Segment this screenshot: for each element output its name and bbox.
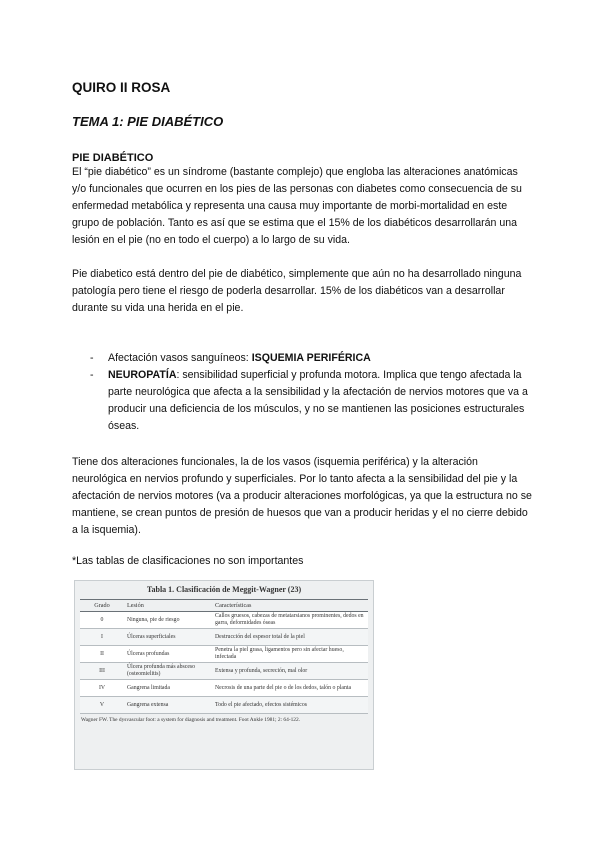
cell-features: Extensa y profunda, secreción, mal olor [212, 663, 368, 680]
cell-grade: 0 [80, 612, 124, 629]
cell-lesion: Úlceras superficiales [124, 629, 212, 646]
bullet-dash: - [90, 369, 94, 381]
cell-features: Penetra la piel grasa, ligamentos pero sin afectar hueso, infectada [212, 646, 368, 663]
classification-table [80, 599, 368, 714]
bullet-list [72, 350, 534, 435]
cell-grade: V [80, 697, 124, 714]
table-source: Wagner FW. The dysvascular foot: a system for diagnosis and treatment. Foot Ankle 1981; 2: 64-122. [81, 717, 301, 723]
topic-title: TEMA 1: PIE DIABÉTICO [72, 114, 224, 129]
cell-features: Callos gruesos, cabezas de metatarsianos prominentes, dedos en garra, deformidades óseas [212, 612, 368, 629]
table-row [80, 697, 368, 714]
cell-grade: IV [80, 680, 124, 697]
definition-paragraph: Pie diabetico está dentro del pie de diabético, simplemente que aún no ha desarrollado ninguna patología pero tiene el riesgo de poderla desarrollar. 15% de los diabéticos van a desarrollar durante su vida una herida en el pie. [72, 268, 522, 314]
bullet-item [72, 350, 534, 367]
cell-lesion: Gangrena extensa [124, 697, 212, 714]
wagner-classification-table [74, 580, 374, 770]
bullet-bold-text: NEUROPATÍA [108, 369, 177, 381]
functional-paragraph: Tiene dos alteraciones funcionales, la de los vasos (isquemia periférica) y la alteración neurológica en nervios profundo y superficiales. Por lo tanto afecta a la sensibilidad del pie y la afectación de nervios motores (va a producir alteraciones morfológicas, ya que la estructura no se mantiene, se crean puntos de presión de huesos que van a producir heridas y el no cierre debido a la isquemia). [72, 456, 532, 536]
section-heading: PIE DIABÉTICO [72, 152, 154, 164]
table-row [80, 646, 368, 663]
bullet-item [72, 367, 534, 435]
bullet-bold-text: ISQUEMIA PERIFÉRICA [251, 352, 371, 364]
table-row [80, 629, 368, 646]
cell-lesion: Gangrena limitada [124, 680, 212, 697]
table-row [80, 663, 368, 680]
header-grade: Grado [80, 600, 124, 612]
intro-paragraph: El “pie diabético” es un síndrome (bastante complejo) que engloba las alteraciones anatómicas y/o funcionales que ocurren en los pies de las personas con diabetes como consecuencia de su enfermedad metabólica y representa una causa muy importante de morbi-mortalidad en este grupo de población. Tanto es así que se estima que el 15% de los diabéticos desarrollarán una lesión en el pie (no en todo el cuerpo) a lo largo de su vida. [72, 166, 522, 246]
bullet-text: Afectación vasos sanguíneos: [108, 352, 252, 364]
cell-lesion: Úlcera profunda más absceso (osteomielitis) [124, 663, 212, 680]
table-row [80, 680, 368, 697]
cell-features: Destrucción del espesor total de la piel [212, 629, 368, 646]
cell-grade: II [80, 646, 124, 663]
cell-lesion: Ninguna, pie de riesgo [124, 612, 212, 629]
cell-features: Necrosis de una parte del pie o de los dedos, talón o planta [212, 680, 368, 697]
table-header-row [80, 600, 368, 612]
header-features: Características [212, 600, 368, 612]
cell-lesion: Úlceras profundas [124, 646, 212, 663]
bullet-dash: - [90, 352, 94, 364]
table-caption: Tabla 1. Clasificación de Meggit-Wagner (23) [146, 585, 302, 594]
cell-grade: I [80, 629, 124, 646]
table-row [80, 612, 368, 629]
cell-features: Todo el pie afectado, efectos sistémicos [212, 697, 368, 714]
document-title: QUIRO II ROSA [72, 80, 171, 95]
table-note: *Las tablas de clasificaciones no son importantes [72, 555, 304, 567]
cell-grade: III [80, 663, 124, 680]
header-lesion: Lesión [124, 600, 212, 612]
bullet-rest-text: : sensibilidad superficial y profunda motora. Implica que tengo afectada la parte neurológica que afecta a la sensibilidad y la afectación de nervios motores que va a producir una deficiencia de los músculos, y no se mantienen las posiciones estructurales óseas. [108, 369, 528, 432]
